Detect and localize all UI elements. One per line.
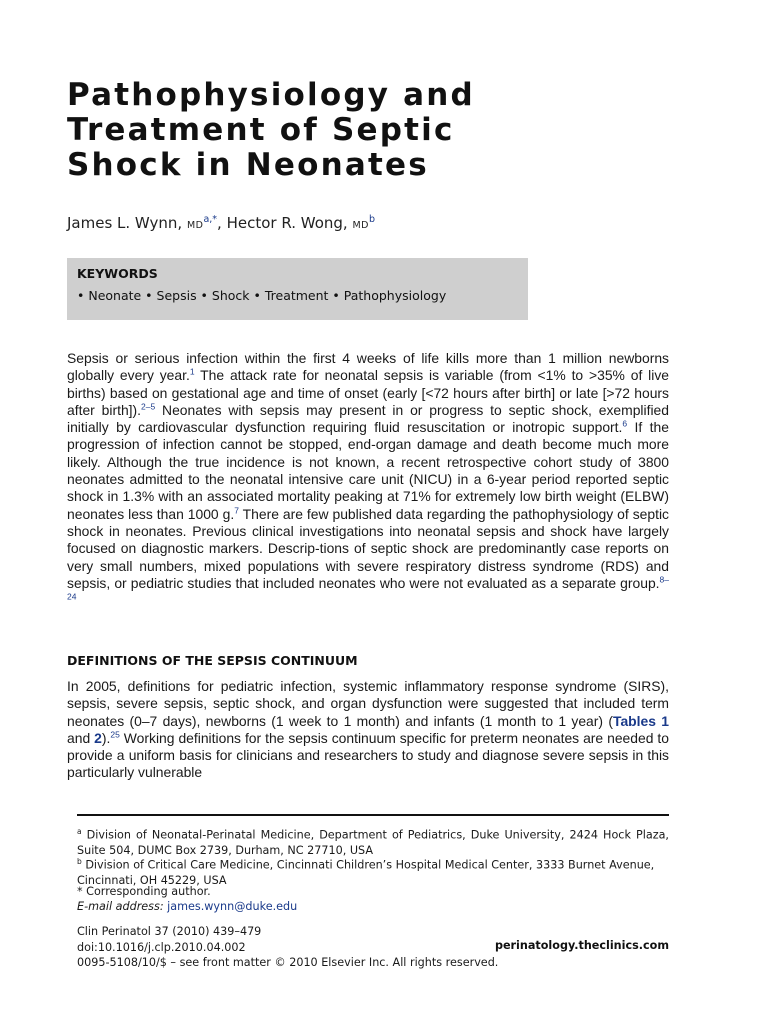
citation-ref[interactable]: 2–5 — [141, 401, 156, 412]
citation-ref[interactable]: 25 — [110, 729, 120, 740]
intro-text-3: Neonates with sepsis may present in or progress to septic shock, exemplified initially by cardiovascular dysfunction requiring fluid resuscitation or inotropic support. — [67, 401, 669, 436]
author-1-degree: MD — [186, 220, 204, 231]
keywords-box — [67, 258, 528, 320]
footnote-a-marker: a — [77, 827, 82, 836]
citation-ref[interactable]: 8–24 — [67, 574, 669, 602]
section-heading: DEFINITIONS OF THE SEPSIS CONTINUUM — [67, 653, 358, 668]
table-1-link[interactable]: Tables 1 — [612, 712, 669, 729]
definitions-text-4: Working definitions for the sepsis continuum specific for preterm neonates are needed to provide a uniform basis for clinicians and researchers to study and diagnose severe sepsis in this particularly vulnerable — [67, 729, 669, 781]
author-separator: , Hector R. Wong, — [217, 214, 353, 232]
title-line-1: Pathophysiology and — [67, 77, 475, 113]
intro-paragraph — [67, 350, 669, 609]
email-link[interactable]: james.wynn@duke.edu — [167, 900, 298, 913]
definitions-text-3: ). — [101, 729, 111, 746]
footnote-a-text: Division of Neonatal-Perinatal Medicine, Department of Pediatrics, Duke University, 2424 Hock Plaza, Suite 504, DUMC Box 2739, Durham, NC 27710, USA — [77, 828, 669, 857]
definitions-paragraph — [67, 678, 669, 782]
author-2-affiliation-ref[interactable]: b — [368, 214, 375, 225]
author-1-affiliation-ref[interactable]: a,* — [203, 214, 218, 225]
author-line — [67, 214, 375, 232]
footnote-divider — [77, 814, 669, 816]
article-title — [67, 78, 627, 183]
definitions-text-1: In 2005, definitions for pediatric infection, systemic inflammatory response syndrome (SIRS), sepsis, severe sepsis, septic shock, and organ dysfunction were suggested that included term neonates (0–7 days), newborns (1 week to 1 month) and infants (1 month to 1 year) ( — [67, 678, 669, 729]
citation-ref[interactable]: 1 — [189, 366, 195, 377]
footnote-affiliation-b — [77, 854, 669, 888]
intro-text-1: Sepsis or serious infection within the first 4 weeks of life kills more than 1 million newborns globally every year. — [67, 350, 669, 384]
doi: doi:10.1016/j.clp.2010.04.002 — [77, 940, 246, 954]
email-label: E-mail address: — [77, 900, 168, 913]
intro-text-4: If the progression of infection cannot be stopped, end-organ damage and death become much more likely. Although the true incidence is not known, a recent retrospective cohort study of 3800 neonates admitted to the neonatal intensive care unit (NICU) in a 6-year period reported septic shock in 1.3% with an associated mortality peaking at 71% for extremely low birth weight (ELBW) neonates less than 1000 g. — [67, 419, 669, 522]
footnote-b-text: Division of Critical Care Medicine, Cincinnati Children’s Hospital Medical Center, 3333 Burnet Avenue, Cincinnati, OH 45229, USA — [77, 858, 655, 887]
copyright: 0095-5108/10/$ – see front matter © 2010 Elsevier Inc. All rights reserved. — [77, 956, 499, 969]
intro-text-2: The attack rate for neonatal sepsis is variable (from <1% to >35% of live births) based on gestational age and time of onset (early [<72 hours after birth] or late [>72 hours after birth]). — [67, 367, 669, 418]
definitions-text-2: and — [67, 729, 95, 746]
keywords-list: • Neonate • Sepsis • Shock • Treatment • Pathophysiology — [77, 288, 447, 303]
footnote-email — [77, 899, 669, 914]
journal-citation: Clin Perinatol 37 (2010) 439–479 — [77, 925, 262, 938]
citation-block — [77, 924, 498, 971]
journal-url[interactable]: perinatology.theclinics.com — [494, 939, 669, 952]
intro-text-5: There are few published data regarding the pathophysiology of septic shock in neonates. Previous clinical investigations into neonatal sepsis and shock have largely focused on diagnostic markers. Descrip-tions of septic shock are predominantly case reports on very small numbers, mixed populations with severe respiratory distress syndrome (RDS) and sepsis, or pediatric studies that included neonates who were not evaluated as a separate group. — [67, 505, 669, 591]
footnote-affiliation-a — [77, 824, 669, 858]
footnote-b-marker: b — [77, 857, 82, 866]
author-2-degree: MD — [352, 220, 369, 231]
keywords-heading: KEYWORDS — [77, 266, 158, 281]
title-line-2: Treatment of Septic — [67, 112, 455, 148]
citation-ref[interactable]: 7 — [234, 505, 239, 516]
title-line-3: Shock in Neonates — [67, 147, 429, 183]
footnote-corresponding: * Corresponding author. — [77, 885, 211, 898]
citation-ref[interactable]: 6 — [622, 418, 628, 429]
table-2-link[interactable]: 2 — [94, 729, 102, 746]
author-1-name: James L. Wynn, — [67, 214, 187, 232]
